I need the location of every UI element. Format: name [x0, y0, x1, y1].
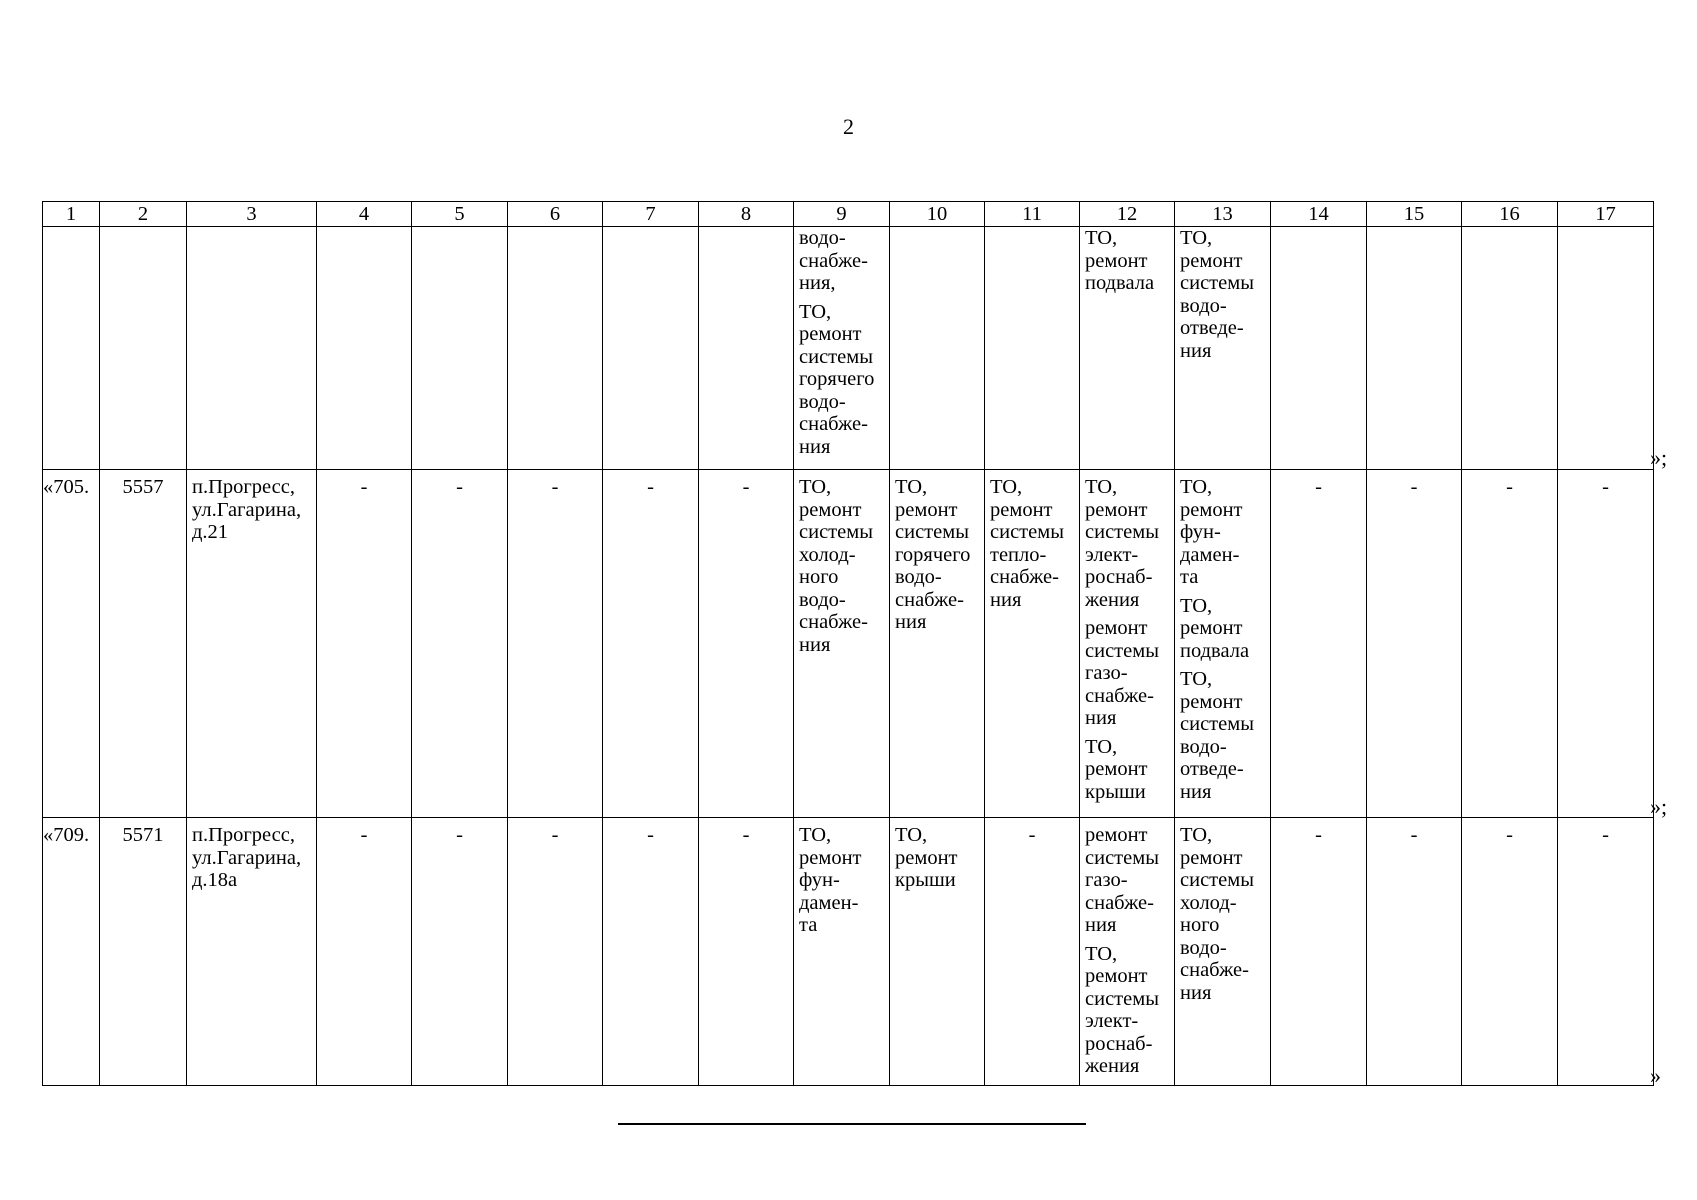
table-cell	[412, 227, 508, 470]
dash-cell: -	[1271, 818, 1367, 1086]
work-text: ТО, ремонт подвала	[1085, 227, 1155, 294]
row-number-cell	[43, 227, 100, 470]
closing-quote: »;	[1650, 794, 1668, 819]
header-cell: 2	[100, 202, 187, 227]
work-text: ТО, ремонт системы горячего водо- снабже- ния	[799, 300, 875, 458]
table-cell	[508, 227, 603, 470]
work-cell	[1175, 470, 1271, 818]
table-row	[43, 227, 1654, 470]
header-cell: 14	[1271, 202, 1367, 227]
work-text: ТО, ремонт системы тепло- снабже- ния	[990, 476, 1064, 611]
header-cell: 11	[985, 202, 1080, 227]
work-cell	[985, 227, 1080, 470]
work-text: ТО, ремонт подвала	[1180, 594, 1250, 662]
work-cell	[794, 227, 890, 470]
dash-cell: -	[1367, 818, 1462, 1086]
header-cell: 6	[508, 202, 603, 227]
dash-cell: -	[699, 470, 794, 818]
address-cell	[187, 470, 317, 818]
work-cell	[890, 818, 985, 1086]
code-cell	[100, 227, 187, 470]
work-cell	[1175, 818, 1271, 1086]
header-cell: 7	[603, 202, 699, 227]
dash-cell: -	[317, 470, 412, 818]
table-cell	[1462, 227, 1558, 470]
work-cell	[1080, 818, 1175, 1086]
work-text: ТО, ремонт системы холод- ного водо- снабже- ния	[1180, 824, 1254, 1004]
header-cell: 5	[412, 202, 508, 227]
address-cell	[187, 227, 317, 470]
dash-cell: -	[1271, 470, 1367, 818]
dash-cell: -	[1558, 818, 1654, 1086]
work-text: ТО, ремонт системы водо- отведе- ния	[1180, 668, 1254, 803]
code-cell: 5557	[100, 470, 187, 818]
work-text: ремонт системы газо- снабже- ния	[1085, 617, 1159, 729]
dash-cell: -	[603, 470, 699, 818]
header-cell: 17	[1558, 202, 1654, 227]
table-cell	[317, 227, 412, 470]
header-cell: 16	[1462, 202, 1558, 227]
dash-cell: -	[1462, 470, 1558, 818]
dash-cell: -	[985, 818, 1080, 1086]
work-text: ТО, ремонт крыши	[1085, 735, 1148, 803]
header-cell: 9	[794, 202, 890, 227]
table-cell	[1558, 227, 1654, 470]
closing-quote: »	[1650, 1063, 1661, 1088]
work-text: ТО, ремонт системы элект- роснаб- жения	[1085, 942, 1159, 1077]
table-row	[43, 470, 1654, 818]
table-cell	[1271, 227, 1367, 470]
header-cell: 13	[1175, 202, 1271, 227]
dash-cell: -	[603, 818, 699, 1086]
header-cell: 10	[890, 202, 985, 227]
dash-cell: -	[699, 818, 794, 1086]
work-text: ТО, ремонт системы горячего водо- снабже- ния	[895, 476, 971, 633]
footer-divider	[618, 1123, 1086, 1125]
address-text: п.Прогресс, ул.Гагарина, д.18а	[192, 824, 302, 891]
work-text: водо- снабже- ния,	[799, 227, 868, 294]
work-cell	[985, 470, 1080, 818]
header-cell: 1	[43, 202, 100, 227]
work-text: ТО, ремонт системы элект- роснаб- жения	[1085, 476, 1159, 611]
work-cell	[794, 470, 890, 818]
dash-cell: -	[1558, 470, 1654, 818]
dash-cell: -	[412, 818, 508, 1086]
row-number-cell: «709.	[43, 818, 100, 1086]
header-cell: 12	[1080, 202, 1175, 227]
work-cell	[890, 470, 985, 818]
table-cell	[603, 227, 699, 470]
work-text: ТО, ремонт крыши	[895, 824, 958, 891]
header-cell: 15	[1367, 202, 1462, 227]
dash-cell: -	[412, 470, 508, 818]
work-cell	[794, 818, 890, 1086]
code-cell: 5571	[100, 818, 187, 1086]
works-table	[42, 201, 1654, 1086]
work-text: ТО, ремонт фун- дамен- та	[1180, 476, 1243, 588]
row-number-cell: «705.	[43, 470, 100, 818]
header-row	[43, 202, 1654, 227]
address-cell	[187, 818, 317, 1086]
header-cell: 8	[699, 202, 794, 227]
header-cell: 3	[187, 202, 317, 227]
table-cell	[699, 227, 794, 470]
dash-cell: -	[508, 470, 603, 818]
closing-quote: »;	[1650, 445, 1668, 470]
work-cell	[1080, 227, 1175, 470]
dash-cell: -	[1462, 818, 1558, 1086]
dash-cell: -	[508, 818, 603, 1086]
work-text: ремонт системы газо- снабже- ния	[1085, 824, 1159, 936]
dash-cell: -	[317, 818, 412, 1086]
work-cell	[890, 227, 985, 470]
work-text: ТО, ремонт системы холод- ного водо- снабже- ния	[799, 476, 873, 656]
header-cell: 4	[317, 202, 412, 227]
page-number: 2	[843, 114, 854, 139]
table-row	[43, 818, 1654, 1086]
work-cell	[1175, 227, 1271, 470]
work-text: ТО, ремонт системы водо- отведе- ния	[1180, 227, 1254, 362]
dash-cell: -	[1367, 470, 1462, 818]
work-text: ТО, ремонт фун- дамен- та	[799, 824, 862, 936]
address-text: п.Прогресс, ул.Гагарина, д.21	[192, 476, 302, 543]
table-cell	[1367, 227, 1462, 470]
work-cell	[1080, 470, 1175, 818]
